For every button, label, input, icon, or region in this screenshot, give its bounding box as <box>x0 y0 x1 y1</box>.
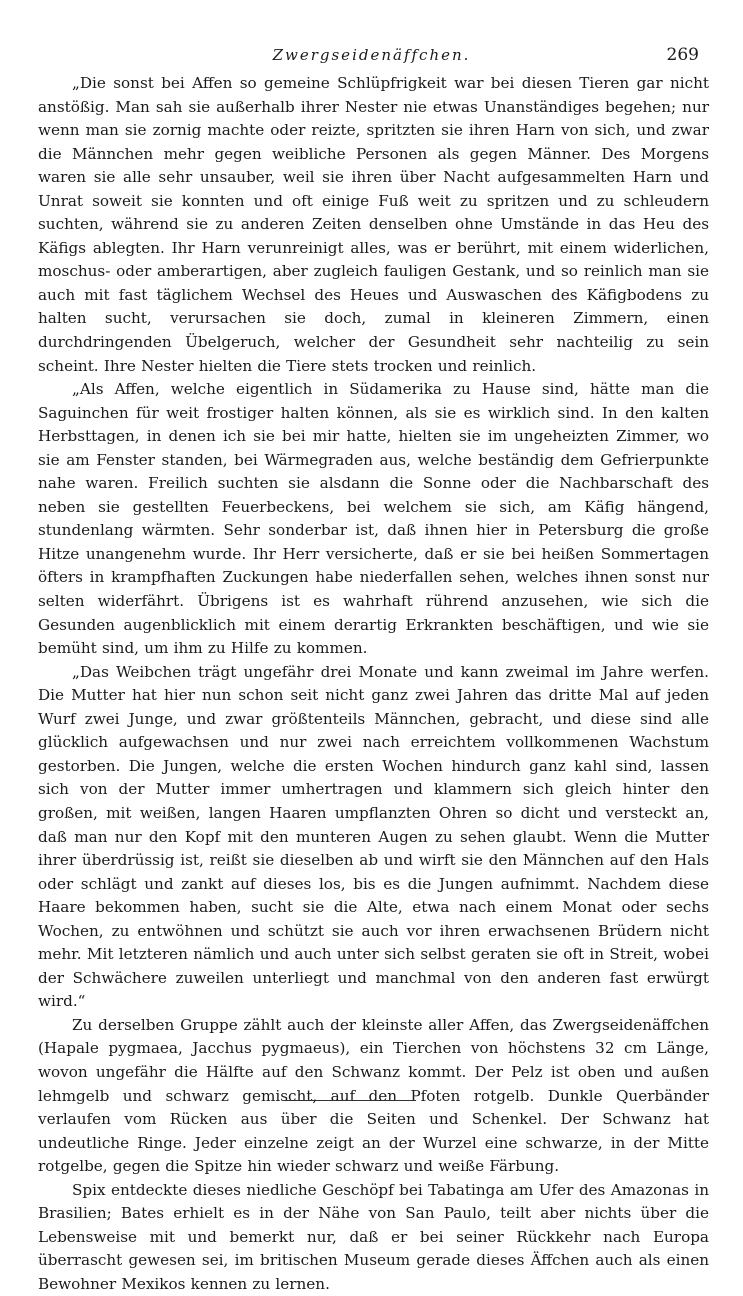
running-head <box>0 46 743 70</box>
paragraph-2: „Als Affen, welche eigentlich in Südamerika zu Hause sind, hätte man die Saguinchen für weit frostiger halten können, als sie es wirklich sind. In den kalten Herbsttagen, in denen ich sie bei mir hatte, hielten sie im ungeheizten Zimmer, wo sie am Fenster standen, bei Wärmegraden aus, welche beständig dem Gefrierpunkte nahe waren. Freilich suchten sie alsdann die Sonne oder die Nachbarschaft des neben sie gestellten Feuerbeckens, bei welchem sie sich, am Käfig hängend, stundenlang wärmten. Sehr sonderbar ist, daß ihnen hier in Petersburg die große Hitze unangenehm wurde. Ihr Herr versicherte, daß er sie bei heißen Sommertagen öfters in krampfhaften Zuckungen habe niederfallen sehen, welches ihnen sonst nur selten widerfährt. Übrigens ist es wahrhaft rührend anzusehen, wie sich die Gesunden augenblicklich mit einem derartig Erkrankten beschäftigen, und wie sie bemüht sind, um ihm zu Hilfe zu kommen. <box>38 380 709 658</box>
paragraph-5: Spix entdeckte dieses niedliche Geschöpf bei Tabatinga am Ufer des Amazonas in Brasilien; Bates erhielt es in der Nähe von San Paulo, teilt aber nichts über die Lebensweise mit und bemerkt nur, daß er bei seiner Rückkehr nach Europa überrascht gewesen sei, im britischen Museum gerade dieses Äffchen auch als einen Bewohner Mexikos kennen zu lernen. <box>38 1180 709 1293</box>
paragraph-4: Zu derselben Gruppe zählt auch der kleinste aller Affen, das Zwergseidenäffchen (Hapale pygmaea, Jacchus pygmaeus), ein Tierchen von höchstens 32 cm Länge, wovon ungefähr die Hälfte auf den Schwanz kommt. Der Pelz ist oben und außen lehmgelb und schwarz gemischt, auf den Pfoten rotgelb. Dunkle Querbänder verlaufen vom Rücken aus über die Seiten und Schenkel. Der Schwanz hat undeutliche Ringe. Jeder einzelne zeigt an der Wurzel eine schwarze, in der Mitte rotgelbe, gegen die Spitze hin wieder schwarz und weiße Färbung. <box>38 1015 709 1176</box>
paragraph-3: „Das Weibchen trägt ungefähr drei Monate und kann zweimal im Jahre werfen. Die Mutter hat hier nun schon seit nicht ganz zwei Jahren das dritte Mal auf jeden Wurf zwei Junge, und zwar größtenteils Männchen, gebracht, und diese sind alle glücklich aufgewachsen und nur zwei nach erreichtem vollkommenen Wachstum gestorben. Die Jungen, welche die ersten Wochen hindurch ganz kahl sind, lassen sich von der Mutter immer umhertragen und klammern sich gleich hinter den großen, mit weißen, langen Haaren umpflanzten Ohren so dicht und versteckt an, daß man nur den Kopf mit den munteren Augen zu sehen glaubt. Wenn die Mutter ihrer überdrüssig ist, reißt sie dieselben ab und wirft sie den Männchen auf den Hals oder schlägt und zankt auf dieses los, bis es die Jungen aufnimmt. Nachdem diese Haare bekommen haben, sucht sie die Alte, etwa nach einem Monat oder sechs Wochen, zu entwöhnen und schützt sie auch vor ihren erwachsenen Brüdern nicht mehr. Mit letzteren nämlich und auch unter sich selbst geraten sie oft in Streit, wobei der Schwächere zuweilen unterliegt und manchmal von den anderen fast erwürgt wird.“ <box>38 662 709 1011</box>
body-text <box>38 72 709 1296</box>
running-title: Zwergseidenäffchen. <box>272 46 471 64</box>
paragraph-1: „Die sonst bei Affen so gemeine Schlüpfrigkeit war bei diesen Tieren gar nicht anstößig. Man sah sie außerhalb ihrer Nester nie etwas Unanständiges begehen; nur wenn man sie zornig machte oder reizte, spritzten sie ihren Harn von sich, und zwar die Männchen mehr gegen weibliche Personen als gegen Männer. Des Morgens waren sie alle sehr unsauber, weil sie ihren über Nacht aufgesammelten Harn und Unrat soweit sie konnten und oft einige Fuß weit zu spritzen und zu schleudern suchten, während sie zu anderen Zeiten denselben ohne Umstände in das Heu des Käfigs ablegten. Ihr Harn verunreinigt alles, was er berührt, mit einem widerlichen, moschus- oder amberartigen, aber zugleich fauligen Gestank, und so reinlich man sie auch mit fast täglichem Wechsel des Heues und Auswaschen des Käfigbodens zu halten sucht, verursachen sie doch, zumal in kleineren Zimmern, einen durchdringenden Übelgeruch, welcher der Gesundheit sehr nachteilig zu sein scheint. Ihre Nester hielten die Tiere stets trocken und reinlich. <box>38 74 709 375</box>
page-number: 269 <box>666 45 699 65</box>
end-rule-divider <box>284 1100 416 1101</box>
